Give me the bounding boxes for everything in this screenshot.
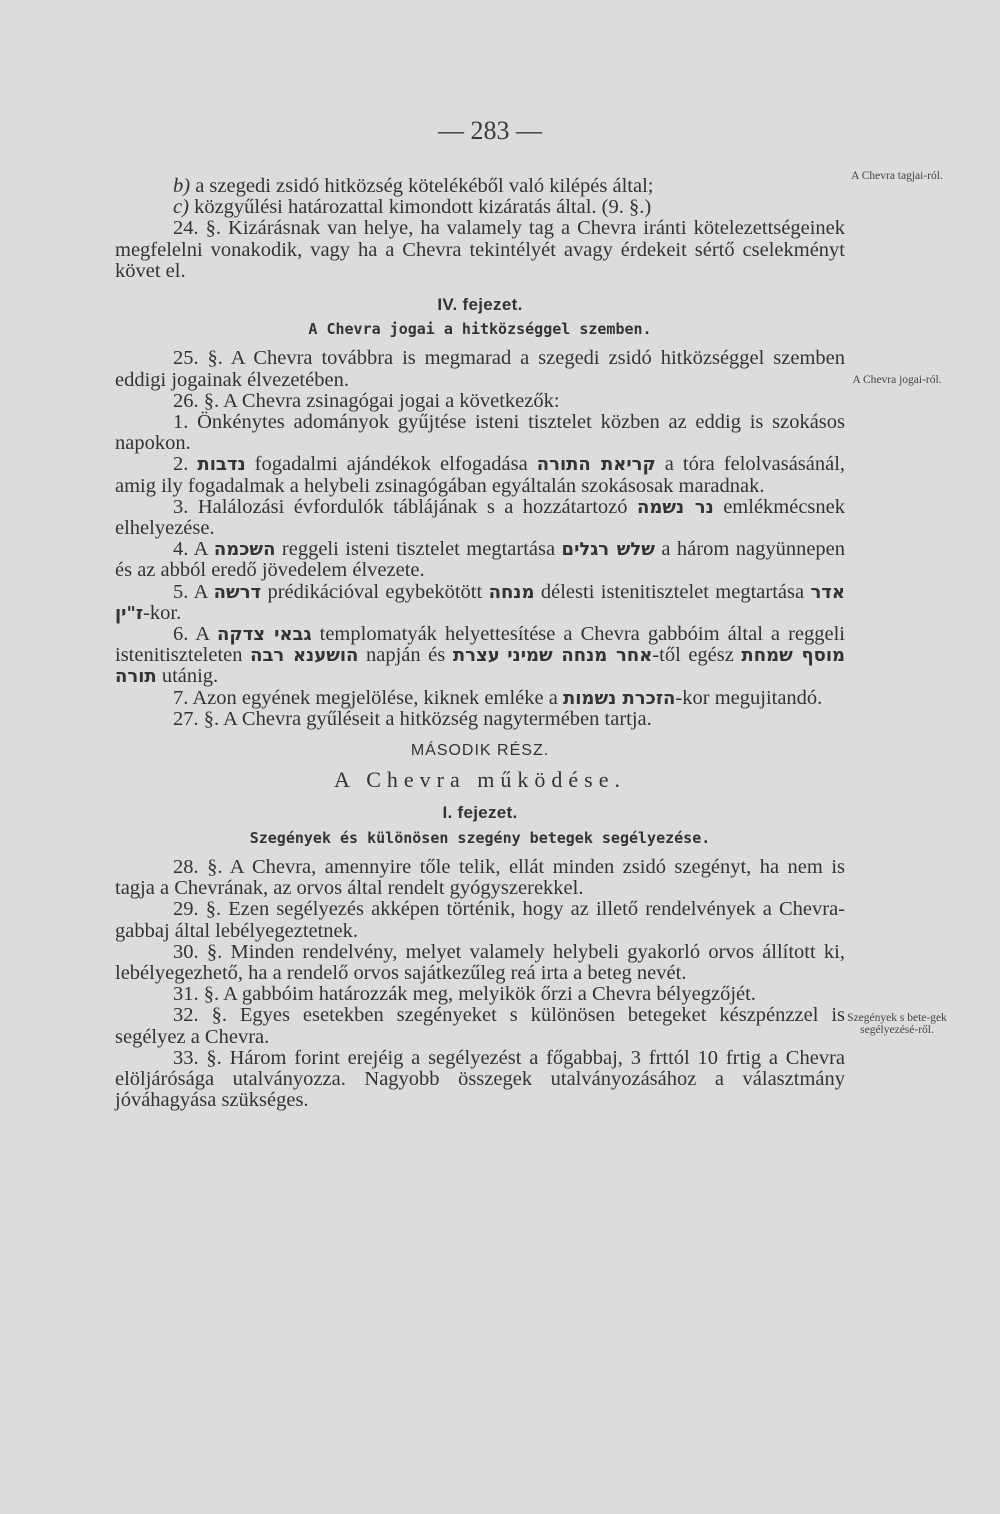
- page-number: — 283 —: [438, 116, 542, 145]
- paragraph-27: 27. §. A Chevra gyűléseit a hitközség nagytermében tartja.: [173, 707, 652, 730]
- margin-note-jogai: A Chevra jogai-ról.: [852, 374, 942, 386]
- paragraph-29: 29. §. Ezen segélyezés akképen történik, hogy az illető rendelvények a Chevra-gabbaj által lebélyegeztetnek.: [115, 898, 845, 942]
- part-2-subtitle: A Chevra működése.: [334, 767, 626, 793]
- part-2-chapter-subtitle: Szegények és különösen szegény betegek segélyezése.: [249, 828, 711, 847]
- list-item-1: 1. Önkénytes adományok gyűjtése isteni tisztelet közben az eddig is szokásos napokon.: [115, 411, 845, 455]
- paragraph-28: 28. §. A Chevra, amennyire tőle telik, ellát minden zsidó szegényt, ha nem is tagja a Chevrának, az orvos által rendelt gyógyszerekkel.: [115, 855, 845, 900]
- margin-note-szegenyek: Szegények s bete-gek segélyezésé-ről.: [847, 1012, 947, 1036]
- item-b: b) a szegedi zsidó hitközség kötelékéből való kilépés által;: [173, 175, 654, 197]
- list-item-3: 3. Halálozási évfordulók táblájának s a hozzátartozó נר נשמה emlékmécsnek elhelyezése.: [115, 495, 846, 540]
- margin-note-tagjai: A Chevra tagjai-ról.: [851, 170, 943, 182]
- list-item-5: 5. A דרשה prédikációval egybekötött מנחה délesti istenitisztelet megtartása אדר ז"ין-kor.: [115, 580, 845, 624]
- paragraph-31: 31. §. A gabbóim határozzák meg, melyikök őrzi a Chevra bélyegzőjét.: [173, 983, 756, 1006]
- list-item-2: 2. נדבות fogadalmi ajándékok elfogadása קריאת התורה a tóra felolvasásánál, amig ily fogadalmak a helybeli zsinagógában egyáltalán szokásosak maradnak.: [115, 453, 846, 497]
- part-2-chapter-title: I. fejezet.: [442, 803, 518, 823]
- part-2-title: MÁSODIK RÉSZ.: [410, 742, 550, 760]
- list-item-7: 7. Azon egyének megjelölése, kiknek emléke a הזכרת נשמות-kor megujitandó.: [173, 686, 823, 709]
- paragraph-26: 26. §. A Chevra zsinagógai jogai a következők:: [173, 389, 560, 412]
- chapter-4-subtitle: A Chevra jogai a hitközséggel szemben.: [308, 320, 652, 339]
- item-c: c) közgyűlési határozattal kimondott kizáratás által. (9. §.): [173, 196, 652, 219]
- paragraph-32: 32. §. Egyes esetekben szegényeket s különösen betegeket készpénzzel is segélyez a Chevra.: [115, 1004, 845, 1048]
- paragraph-33: 33. §. Három forint erejéig a segélyezést a főgabbaj, 3 frttól 10 frtig a Chevra elöljárósága utalványozza. Nagyobb összegek utalványozásához a választmány jóváhagyása szükséges.: [115, 1046, 845, 1112]
- paragraph-25: 25. §. A Chevra továbbra is megmarad a szegedi zsidó hitközséggel szemben eddigi jogainak élvezetében.: [115, 347, 845, 391]
- page-body: [115, 176, 845, 1111]
- list-item-4: 4. A השכמה reggeli isteni tisztelet megtartása שלש רגלים a három nagyünnepen és az abból eredő jövedelem élvezete.: [115, 538, 846, 582]
- list-item-6: 6. A גבאי צדקה templomatyák helyettesítése a Chevra gabbóim által a reggeli istenitiszteleten הושענא רבה napján és אחר מנחה שמיני עצרת -től egész מוסף שמחת תורה utánig.: [115, 623, 846, 688]
- chapter-4-title: IV. fejezet.: [437, 295, 523, 315]
- paragraph-30: 30. §. Minden rendelvény, melyet valamely helybeli gyakorló orvos állított ki, lebélyegezhető, ha a rendelő orvos sajátkezűleg reá irta a beteg nevét.: [115, 940, 845, 984]
- paragraph-24: 24. §. Kizárásnak van helye, ha valamely tag a Chevra iránti kötelezettségeinek megfelelni vonakodik, vagy ha a Chevra tekintélyét avagy érdekeit sértő cselekményt követ el.: [115, 217, 845, 282]
